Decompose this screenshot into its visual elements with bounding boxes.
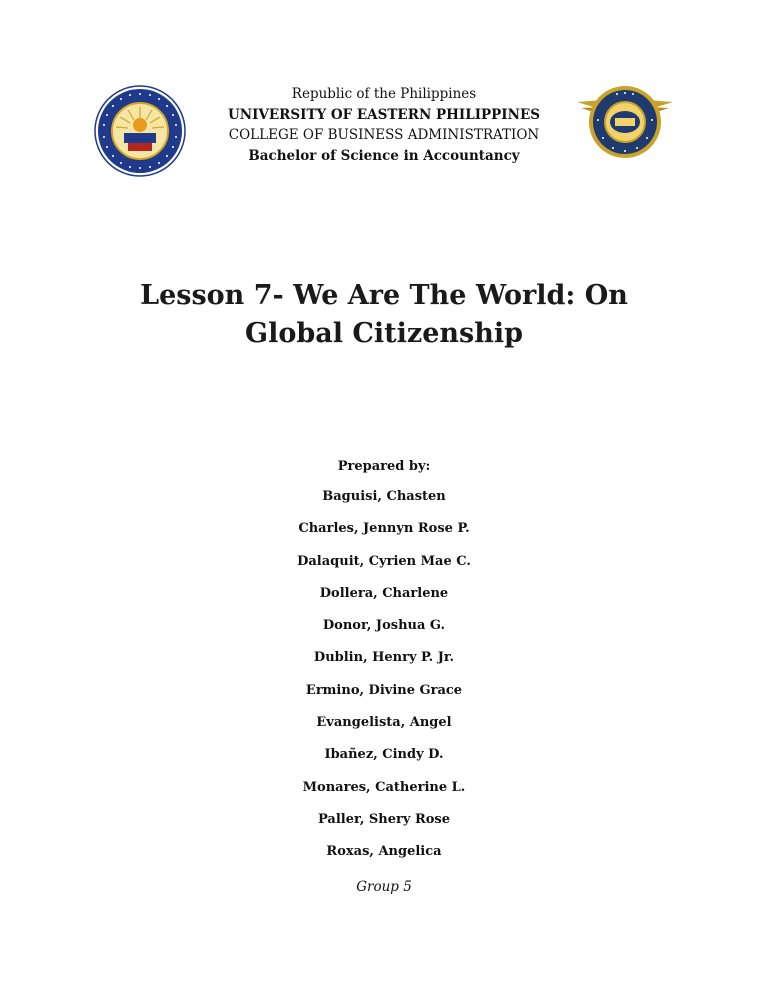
member-name: Baguisi, Chasten <box>322 489 446 504</box>
title-line-1: Lesson 7- We Are The World: On <box>140 280 628 311</box>
header-university: UNIVERSITY OF EASTERN PHILIPPINES <box>227 106 541 123</box>
prepared-by-section <box>0 457 768 477</box>
header-republic: Republic of the Philippines <box>291 86 477 102</box>
prepared-by-label: Prepared by: <box>337 459 431 474</box>
member-list <box>0 487 768 875</box>
member-name: Evangelista, Angel <box>316 715 452 731</box>
member-name: Dalaquit, Cyrien Mae C. <box>297 553 471 569</box>
header-program: Bachelor of Science in Accountancy <box>248 147 520 164</box>
member-name: Dublin, Henry P. Jr. <box>313 650 455 666</box>
member-name: Ibañez, Cindy D. <box>324 747 444 763</box>
title-line-2: Global Citizenship <box>245 318 523 349</box>
group-label: Group 5 <box>356 879 412 895</box>
header-college: COLLEGE OF BUSINESS ADMINISTRATION <box>228 127 540 143</box>
member-name: Charles, Jennyn Rose P. <box>298 521 470 537</box>
member-name: Roxas, Angelica <box>326 844 442 860</box>
member-name: Donor, Joshua G. <box>322 618 446 634</box>
member-name: Ermino, Divine Grace <box>305 682 463 698</box>
institution-header <box>0 84 768 166</box>
document-title <box>0 277 768 353</box>
member-name: Dollera, Charlene <box>319 585 449 601</box>
member-name: Monares, Catherine L. <box>302 779 466 795</box>
member-name: Paller, Shery Rose <box>317 811 451 827</box>
